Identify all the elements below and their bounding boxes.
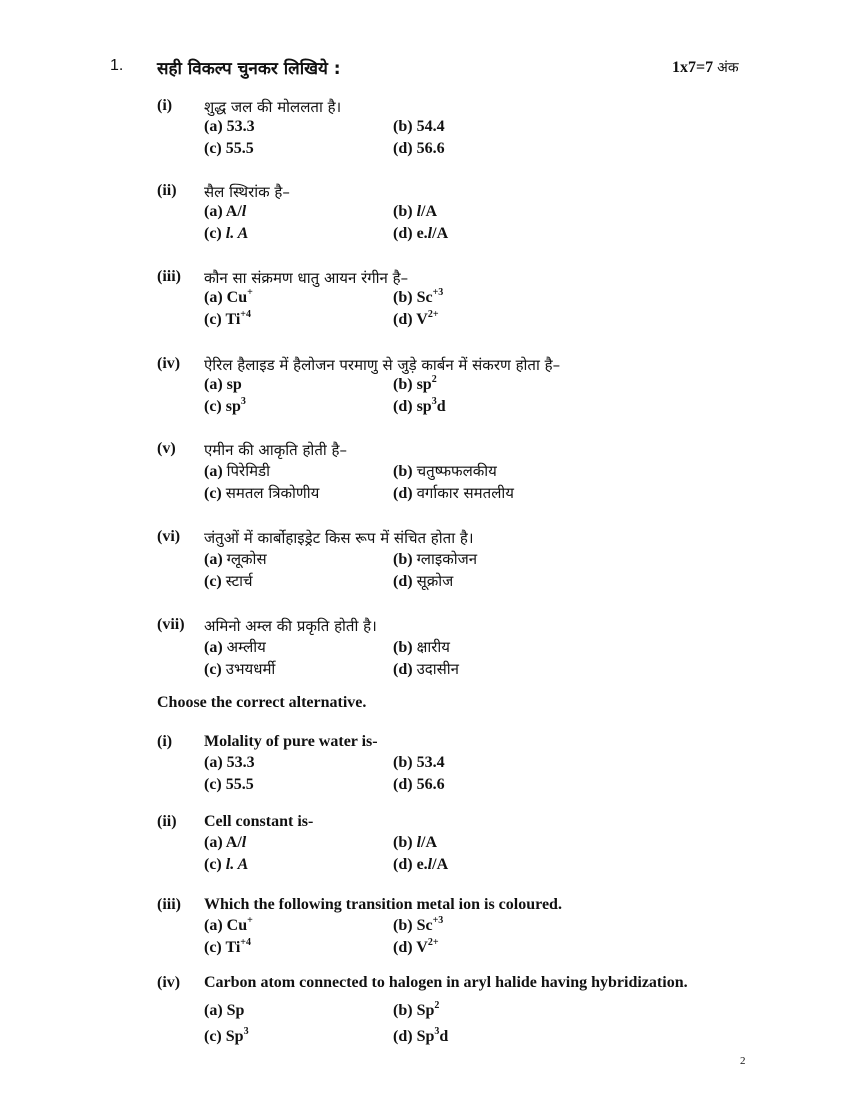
question-num: (vii) [157,616,185,633]
option-c: (c) स्टार्च [204,572,253,590]
option-b: (b) क्षारीय [393,638,450,656]
option-d: (d) 56.6 [393,776,445,793]
question-text: जंतुओं में कार्बोहाइड्रेट किस रूप में संचित होता है। [204,529,474,547]
option-c: (c) 55.5 [204,776,254,793]
question-text: अमिनो अम्ल की प्रकृति होती है। [204,617,377,635]
marks-unit: अंक [717,60,739,76]
option-d: (d) सूक्रोज [393,572,454,590]
option-d: (d) e.l/A [393,225,449,242]
option-a: (a) Cu+ [204,915,253,934]
question-title-hindi: सही विकल्प चुनकर लिखिये : [157,59,341,79]
question-text: कौन सा संक्रमण धातु आयन रंगीन है– [204,269,409,287]
option-b: (b) ग्लाइकोजन [393,550,478,568]
question-num: (vi) [157,528,181,545]
question-text: Carbon atom connected to halogen in aryl halide having hybridization. [204,974,688,991]
question-num: (i) [157,733,173,750]
question-text: सैल स्थिरांक है– [204,183,290,201]
option-c: (c) समतल त्रिकोणीय [204,484,320,502]
option-a: (a) sp [204,376,242,393]
option-b: (b) $sp^2$ [393,374,437,393]
option-c: (c) $sp^3$ [204,396,246,415]
option-b: (b) l/A [393,203,438,220]
question-num: (v) [157,440,176,457]
option-d: (d) वर्गाकार समतलीय [393,484,514,502]
marks-value: 1x7=7 [672,59,714,76]
option-b: (b) 53.4 [393,754,445,771]
page-number: 2 [740,1055,746,1067]
option-c: (c) $Ti^{+4}$ [204,937,251,956]
option-c: (c) l. A [204,856,249,873]
question-num: (ii) [157,182,177,199]
question-number: 1. [110,57,124,74]
question-text: शुद्ध जल की मोललता है। [204,98,342,116]
option-a: (a) A/l [204,203,247,220]
option-b: (b) Sp$^2$ [393,1000,440,1019]
option-a: (a) 53.3 [204,118,255,135]
question-text: Molality of pure water is- [204,733,378,750]
question-num: (iv) [157,355,181,372]
english-instruction: Choose the correct alternative. [157,694,367,711]
option-a: (a) Sp [204,1002,245,1019]
question-text: ऐरिल हैलाइड में हैलोजन परमाणु से जुड़े कार्बन में संकरण होता है– [204,356,561,374]
option-d: (d) 56.6 [393,140,445,157]
option-a: (a) अम्लीय [204,638,266,656]
question-text: Cell constant is- [204,813,314,830]
option-b: (b) $Sc^{+3}$ [393,287,444,306]
option-b: (b) चतुष्फफलकीय [393,462,497,480]
option-b: (b) $Sc^{+3}$ [393,915,444,934]
option-d: (d) $V^{2+}$ [393,309,439,328]
option-a: (a) 53.3 [204,754,255,771]
option-b: (b) l/A [393,834,438,851]
question-num: (iv) [157,974,181,991]
option-d: (d) e.l/A [393,856,449,873]
option-c: (c) Sp$^3$ [204,1026,249,1045]
option-d: (d) $sp^3d$ [393,396,446,415]
option-b: (b) 54.4 [393,118,445,135]
option-d: (d) उदासीन [393,660,459,678]
question-text: एमीन की आकृति होती है– [204,441,347,459]
question-num: (iii) [157,896,181,913]
option-d: (d) Sp$^3$d [393,1026,449,1045]
option-a: (a) A/l [204,834,247,851]
option-d: (d) $V^{2+}$ [393,937,439,956]
question-num: (i) [157,97,173,114]
option-c: (c) $Ti^{+4}$ [204,309,251,328]
option-a: (a) Cu+ [204,287,253,306]
question-num: (ii) [157,813,177,830]
question-num: (iii) [157,268,181,285]
option-c: (c) l. A [204,225,249,242]
option-c: (c) उभयधर्मी [204,660,276,678]
option-c: (c) 55.5 [204,140,254,157]
question-text: Which the following transition metal ion is coloured. [204,896,562,913]
option-a: (a) पिरेमिडी [204,462,270,480]
option-a: (a) ग्लूकोस [204,550,267,568]
marks-label [672,58,739,77]
